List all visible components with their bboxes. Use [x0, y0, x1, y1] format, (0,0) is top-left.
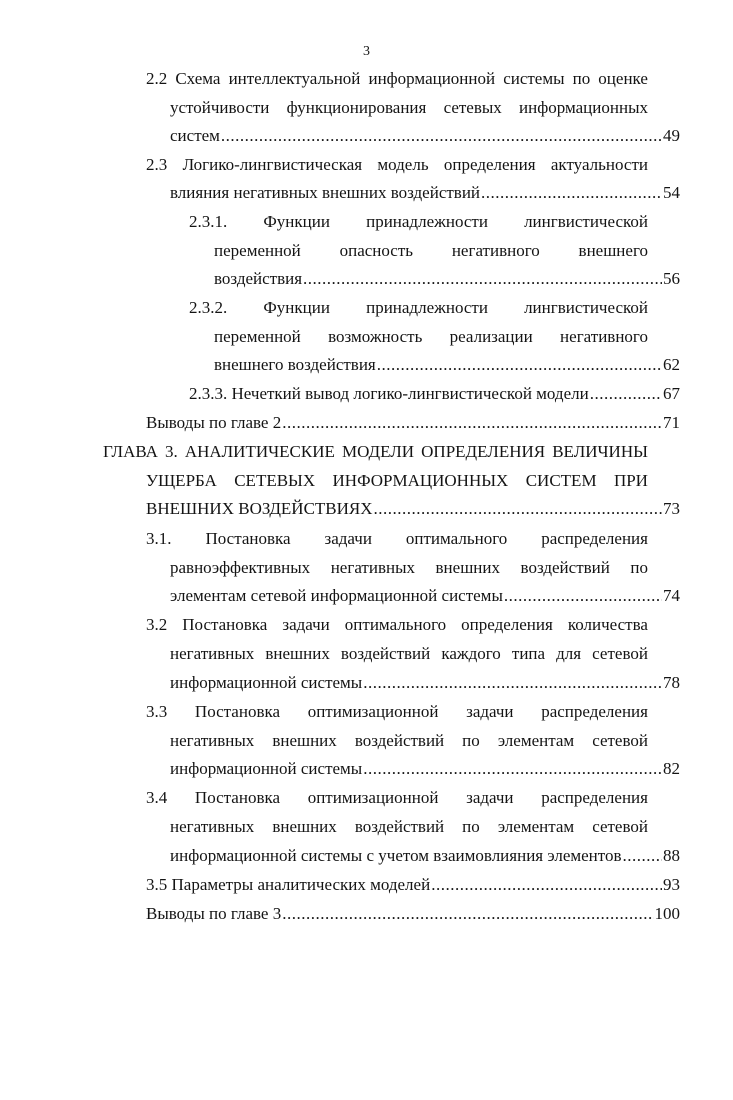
toc-word: 3.1.: [146, 529, 172, 548]
toc-word: информационных: [519, 98, 648, 117]
toc-word: оптимизационной: [307, 702, 439, 721]
toc-word: по: [462, 731, 480, 750]
dot-leader: [377, 353, 662, 377]
toc-entry-2-2-line-2: [170, 96, 648, 120]
toc-word: негативных: [170, 817, 255, 836]
toc-word: 3.2: [146, 615, 168, 634]
toc-page-number: 74: [663, 586, 680, 605]
dot-leader: [303, 267, 662, 291]
toc-entry-2-3-2-line-1: [189, 296, 648, 320]
toc-entry-3-1-line-1: [146, 527, 648, 551]
toc-page-number: 67: [663, 384, 680, 403]
toc-word: каждого: [441, 644, 501, 663]
toc-page-number: 71: [663, 413, 680, 432]
toc-entry-3-3-line-1: [146, 700, 648, 724]
dot-leader: [374, 497, 662, 521]
toc-word: негативных: [330, 558, 415, 577]
dot-leader: [590, 382, 662, 406]
toc-word: задачи: [466, 702, 514, 721]
toc-entry-conclusions-2[interactable]: [146, 411, 680, 435]
toc-word: 2.2: [146, 69, 168, 88]
toc-word: переменной: [214, 241, 301, 260]
toc-word: по: [462, 817, 480, 836]
toc-word: воздействий: [354, 817, 445, 836]
toc-page-number: 62: [663, 355, 680, 374]
toc-chapter-3-line-2: [146, 469, 648, 493]
toc-entry-2-3-3[interactable]: [189, 382, 680, 406]
toc-word: оптимального: [405, 529, 508, 548]
toc-entry-2-3-2-line-3[interactable]: [214, 353, 680, 377]
toc-word: распределения: [541, 788, 648, 807]
toc-word: УЩЕРБА: [146, 471, 217, 490]
toc-page-number: 49: [663, 126, 680, 145]
toc-chapter-3-line-3[interactable]: [146, 497, 680, 521]
toc-word: возможность: [328, 327, 423, 346]
toc-word: принадлежности: [366, 212, 488, 231]
toc-entry-title: Выводы по главе 2: [146, 413, 282, 432]
toc-entry-title: систем: [170, 126, 220, 145]
toc-word: внешних: [272, 731, 337, 750]
toc-page-number: 73: [663, 499, 680, 518]
toc-word: задачи: [466, 788, 514, 807]
toc-word: 2.3.1.: [189, 212, 228, 231]
toc-word: воздействий: [340, 644, 431, 663]
toc-word: лингвистической: [524, 298, 648, 317]
toc-word: количества: [567, 615, 648, 634]
toc-word: для: [556, 644, 582, 663]
toc-entry-2-2-line-3[interactable]: [170, 124, 680, 148]
toc-word: ВЕЛИЧИНЫ: [552, 442, 648, 461]
page-number: 3: [363, 44, 370, 59]
dot-leader: [504, 584, 662, 608]
toc-entry-3-2-line-1: [146, 613, 648, 637]
toc-word: внешних: [272, 817, 337, 836]
toc-page-number: 88: [663, 846, 680, 865]
toc-word: внешних: [435, 558, 500, 577]
toc-word: элементам: [497, 817, 575, 836]
toc-word: элементам: [497, 731, 575, 750]
toc-word: опасность: [339, 241, 414, 260]
toc-word: 3.3: [146, 702, 168, 721]
toc-entry-3-2-line-3[interactable]: [170, 671, 680, 695]
toc-entry-title: элементам сетевой информационной системы: [170, 586, 503, 605]
toc-page-number: 93: [663, 875, 680, 894]
toc-entry-3-1-line-3[interactable]: [170, 584, 680, 608]
toc-entry-2-3-2-line-2: [214, 325, 648, 349]
toc-entry-title: информационной системы: [170, 673, 363, 692]
dot-leader: [431, 873, 662, 897]
toc-word: негативных: [170, 731, 255, 750]
toc-entry-2-3-1-line-1: [189, 210, 648, 234]
toc-entry-2-3-1-line-3[interactable]: [214, 267, 680, 291]
toc-entry-title: информационной системы с учетом взаимовлияния элементов: [170, 846, 622, 865]
toc-chapter-3-line-1: [103, 440, 648, 464]
toc-word: сетевой: [592, 644, 648, 663]
toc-word: воздействий: [354, 731, 445, 750]
dot-leader: [623, 844, 662, 868]
toc-word: типа: [511, 644, 546, 663]
toc-word: 2.3.2.: [189, 298, 228, 317]
toc-word: модель: [377, 155, 429, 174]
toc-page-number: 100: [654, 904, 680, 923]
toc-word: устойчивости: [170, 98, 270, 117]
toc-entry-title: Выводы по главе 3: [146, 904, 282, 923]
toc-entry-2-2-line-1: [146, 67, 648, 91]
toc-word: АНАЛИТИЧЕСКИЕ: [184, 442, 335, 461]
toc-word: внешних: [265, 644, 330, 663]
toc-entry-3-2-line-2: [170, 642, 648, 666]
toc-word: определения: [443, 155, 536, 174]
toc-word: негативного: [451, 241, 540, 260]
toc-word: Схема: [175, 69, 221, 88]
toc-word: сетевой: [592, 731, 648, 750]
dot-leader: [282, 902, 653, 926]
dot-leader: [363, 671, 662, 695]
toc-entry-title: ВНЕШНИХ ВОЗДЕЙСТВИЯХ: [146, 499, 373, 518]
toc-word: Постановка: [205, 529, 291, 548]
toc-entry-2-3-line-2[interactable]: [170, 181, 680, 205]
toc-word: 3.4: [146, 788, 168, 807]
toc-word: определения: [461, 615, 553, 634]
toc-entry-2-3-line-1: [146, 153, 648, 177]
toc-entry-title: 2.3.3. Нечеткий вывод логико-лингвистической модели: [189, 384, 589, 403]
toc-word: сетевых: [443, 98, 502, 117]
dot-leader: [363, 757, 662, 781]
dot-leader: [481, 181, 662, 205]
toc-word: равноэффективных: [170, 558, 311, 577]
toc-word: по: [630, 558, 648, 577]
toc-entry-title: информационной системы: [170, 759, 363, 778]
toc-word: переменной: [214, 327, 301, 346]
toc-entry-3-3-line-3[interactable]: [170, 757, 680, 781]
toc-page-number: 56: [663, 269, 680, 288]
toc-entry-3-3-line-2: [170, 729, 648, 753]
toc-entry-3-1-line-2: [170, 556, 648, 580]
toc-word: принадлежности: [366, 298, 488, 317]
toc-word: задачи: [324, 529, 372, 548]
toc-word: Функции: [263, 298, 330, 317]
dot-leader: [282, 411, 662, 435]
toc-word: внешнего: [578, 241, 648, 260]
toc-word: системы: [503, 69, 565, 88]
toc-entry-title: влияния негативных внешних воздействий: [170, 183, 481, 202]
toc-entry-conclusions-3[interactable]: [146, 902, 680, 926]
toc-entry-title: воздействия: [214, 269, 303, 288]
toc-entry-title: внешнего воздействия: [214, 355, 376, 374]
toc-word: негативного: [560, 327, 648, 346]
toc-word: распределения: [541, 529, 648, 548]
toc-word: СЕТЕВЫХ: [234, 471, 316, 490]
toc-word: информационной: [368, 69, 496, 88]
toc-entry-2-3-1-line-2: [214, 239, 648, 263]
toc-word: актуальности: [550, 155, 648, 174]
toc-entry-3-4-line-3[interactable]: [170, 844, 680, 868]
toc-page-number: 82: [663, 759, 680, 778]
toc-word: Логико-лингвистическая: [182, 155, 363, 174]
toc-word: 2.3: [146, 155, 168, 174]
toc-page-number: 78: [663, 673, 680, 692]
dot-leader: [221, 124, 662, 148]
toc-word: оптимизационной: [307, 788, 439, 807]
toc-word: задачи: [282, 615, 330, 634]
toc-word: негативных: [170, 644, 255, 663]
toc-word: оптимального: [344, 615, 447, 634]
toc-word: Постановка: [182, 615, 268, 634]
toc-word: Постановка: [194, 702, 281, 721]
toc-word: 3.: [164, 442, 178, 461]
toc-word: воздействий: [520, 558, 610, 577]
toc-word: лингвистической: [524, 212, 648, 231]
toc-word: реализации: [449, 327, 533, 346]
toc-word: ПРИ: [613, 471, 648, 490]
toc-entry-3-4-line-2: [170, 815, 648, 839]
toc-word: МОДЕЛИ: [341, 442, 415, 461]
toc-word: ГЛАВА: [103, 442, 158, 461]
toc-word: ИНФОРМАЦИОННЫХ: [332, 471, 509, 490]
toc-entry-title: 3.5 Параметры аналитических моделей: [146, 875, 431, 894]
toc-word: интеллектуальной: [228, 69, 361, 88]
toc-page-number: 54: [663, 183, 680, 202]
toc-word: ОПРЕДЕЛЕНИЯ: [421, 442, 546, 461]
toc-word: сетевой: [592, 817, 648, 836]
toc-entry-3-4-line-1: [146, 786, 648, 810]
toc-word: распределения: [541, 702, 648, 721]
toc-word: оценке: [598, 69, 648, 88]
toc-word: Функции: [263, 212, 330, 231]
toc-entry-3-5[interactable]: [146, 873, 680, 897]
toc-word: Постановка: [194, 788, 281, 807]
toc-word: по: [572, 69, 591, 88]
toc-word: функционирования: [286, 98, 427, 117]
toc-word: СИСТЕМ: [525, 471, 597, 490]
